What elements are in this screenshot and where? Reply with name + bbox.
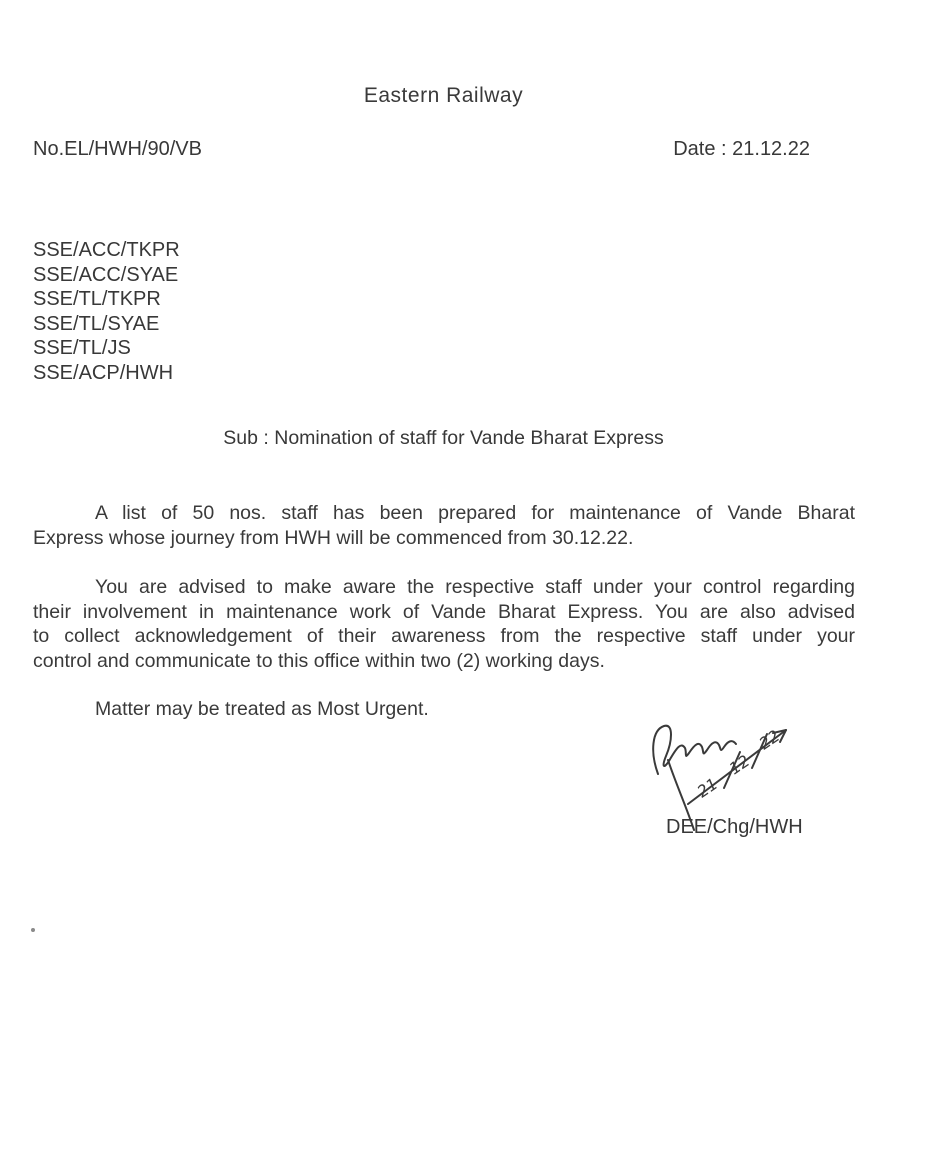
paragraph-line: A list of 50 nos. staff has been prepared for maintenance of Vande Bharat [95, 502, 855, 524]
addressee-item: SSE/TL/TKPR [33, 288, 161, 311]
paragraph-line: to collect acknowledgement of their awareness from the respective staff under your [33, 625, 855, 648]
reference-number: No.EL/HWH/90/VB [33, 138, 202, 160]
signatory-designation: DEE/Chg/HWH [666, 816, 803, 838]
addressee-item: SSE/ACP/HWH [33, 361, 174, 384]
body-paragraph-1 [33, 501, 855, 550]
signature-date-month: 12 [725, 751, 754, 779]
addressee-item: SSE/TL/SYAE [33, 312, 160, 335]
body-paragraph-2 [33, 575, 855, 673]
paragraph-line: You are advised to make aware the respective staff under your control regarding [95, 576, 855, 598]
scan-artifact-dot [31, 928, 35, 932]
signature-date-day: 21 [693, 774, 722, 802]
letterhead-title: Eastern Railway [363, 84, 524, 107]
reference-row [33, 138, 810, 161]
addressee-item: SSE/ACC/SYAE [33, 263, 179, 286]
addressee-item: SSE/ACC/TKPR [33, 239, 180, 261]
addressee-item: SSE/TL/JS [33, 337, 131, 360]
letter-date: Date : 21.12.22 [673, 138, 810, 160]
paragraph-line: control and communicate to this office within two (2) working days. [33, 649, 605, 672]
subject-line: Sub : Nomination of staff for Vande Bharat Express [223, 427, 664, 449]
paragraph-line: Express whose journey from HWH will be commenced from 30.12.22. [33, 526, 634, 549]
paragraph-line: Matter may be treated as Most Urgent. [95, 698, 429, 720]
addressee-list [33, 238, 180, 386]
signature-date-year: 22 [755, 726, 784, 754]
paragraph-line: their involvement in maintenance work of Vande Bharat Express. You are also advised [33, 600, 855, 623]
